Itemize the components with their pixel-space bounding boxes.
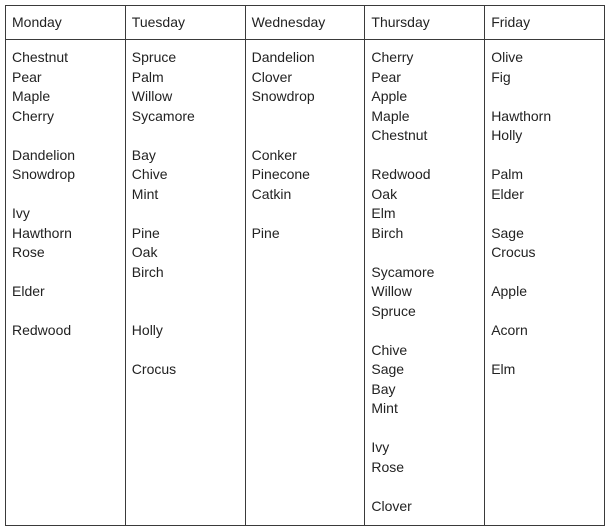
list-item: Spruce (131, 49, 177, 65)
list-item: Willow (131, 88, 173, 104)
list-item: Elm (371, 205, 396, 221)
spacer (252, 204, 365, 224)
list-item: Apple (491, 283, 527, 299)
list-item: Holly (131, 322, 163, 338)
list-item: Snowdrop (12, 166, 76, 182)
list-item: Oak (371, 185, 398, 202)
list-item: Pear (12, 68, 42, 85)
list-item: Chive (371, 341, 408, 358)
list-item: Snowdrop (251, 88, 315, 104)
list-item: Ivy (12, 205, 30, 221)
header-row (6, 6, 605, 40)
list-item: Bay (131, 146, 156, 163)
list-item: Elm (491, 361, 516, 377)
list-item: Birch (131, 263, 164, 280)
body-row (6, 40, 605, 526)
list-item: Sycamore (131, 107, 195, 124)
list-item: Ivy (371, 439, 390, 455)
header-monday: Monday (6, 6, 126, 40)
spacer (491, 146, 604, 166)
spacer (12, 185, 125, 205)
spacer (371, 146, 484, 166)
list-item: Cherry (12, 107, 55, 124)
list-item: Elder (491, 185, 524, 202)
list-item: Crocus (131, 361, 177, 377)
list-item: Cherry (371, 49, 414, 65)
column-wednesday (245, 40, 365, 526)
list-item: Palm (491, 166, 524, 182)
list-item: Chestnut (371, 127, 428, 143)
column-monday (6, 40, 126, 526)
spacer (371, 419, 484, 439)
spacer (132, 126, 245, 146)
list-item: Pinecone (251, 166, 310, 182)
spacer (371, 243, 484, 263)
list-item: Hawthorn (491, 107, 552, 124)
list-item: Chive (131, 166, 168, 182)
spacer (491, 263, 604, 283)
list-item: Palm (131, 68, 164, 85)
list-item: Sage (491, 224, 524, 241)
list-item: Oak (131, 244, 158, 260)
list-item: Maple (12, 88, 51, 104)
weekday-table (5, 5, 605, 526)
list-item: Hawthorn (12, 224, 72, 241)
spacer (371, 321, 484, 341)
list-item: Maple (371, 107, 410, 124)
list-item: Olive (491, 49, 524, 65)
spacer (12, 302, 125, 322)
list-item: Holly (491, 127, 523, 143)
list-item: Chestnut (12, 49, 69, 65)
list-item: Birch (371, 224, 404, 241)
column-thursday (365, 40, 485, 526)
spacer (132, 282, 245, 302)
spacer (371, 477, 484, 497)
spacer (12, 263, 125, 283)
header-wednesday: Wednesday (245, 6, 365, 40)
list-item: Pear (371, 68, 401, 85)
header-tuesday: Tuesday (125, 6, 245, 40)
spacer (252, 107, 365, 127)
spacer (12, 126, 125, 146)
list-item: Sage (371, 361, 405, 377)
spacer (132, 341, 245, 361)
spacer (491, 341, 604, 361)
list-item: Clover (251, 68, 293, 85)
list-item: Conker (251, 146, 297, 163)
spacer (132, 204, 245, 224)
list-item: Dandelion (251, 49, 315, 65)
spacer (252, 126, 365, 146)
list-item: Pine (251, 224, 280, 241)
header-friday: Friday (485, 6, 605, 40)
spacer (491, 87, 604, 107)
list-item: Mint (371, 400, 398, 416)
list-item: Redwood (12, 322, 72, 338)
list-item: Rose (371, 458, 405, 475)
list-item: Apple (371, 88, 408, 104)
list-item: Rose (12, 244, 45, 260)
list-item: Clover (371, 497, 412, 514)
spacer (132, 302, 245, 322)
list-item: Crocus (491, 244, 536, 260)
list-item: Dandelion (12, 146, 76, 163)
spacer (491, 302, 604, 322)
list-item: Fig (491, 68, 511, 85)
list-item: Elder (12, 283, 45, 299)
list-item: Mint (131, 185, 159, 202)
list-item: Acorn (491, 322, 528, 338)
list-item: Catkin (251, 185, 292, 202)
list-item: Bay (371, 380, 396, 397)
column-friday (485, 40, 605, 526)
column-tuesday (125, 40, 245, 526)
list-item: Spruce (371, 302, 416, 319)
list-item: Pine (131, 224, 160, 241)
header-thursday: Thursday (365, 6, 485, 40)
spacer (491, 204, 604, 224)
list-item: Willow (371, 283, 412, 299)
list-item: Sycamore (371, 263, 435, 280)
list-item: Redwood (371, 166, 431, 182)
